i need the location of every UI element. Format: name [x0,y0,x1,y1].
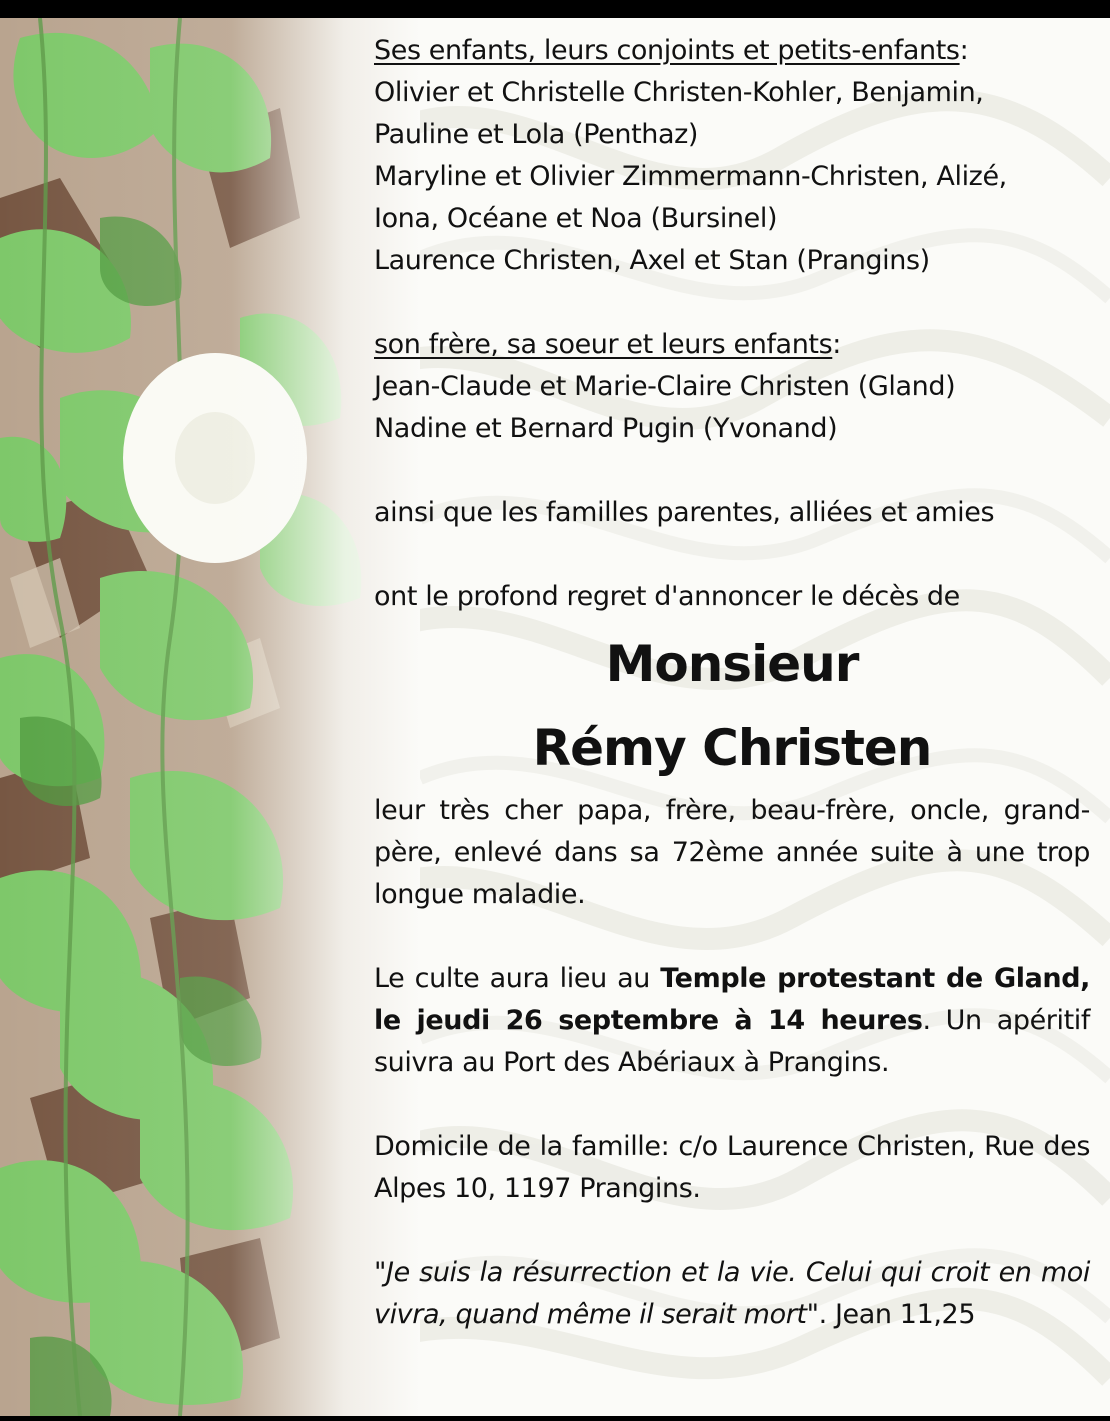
deceased-title: Monsieur [605,635,859,693]
quote-reference: . Jean 11,25 [818,1299,976,1330]
siblings-heading-line: son frère, sa soeur et leurs enfants: [374,329,841,360]
announcement-line: ont le profond regret d'annoncer le décès de [374,581,960,612]
description-paragraph: leur très cher papa, frère, beau-frère, oncle, grand-père, enlevé dans sa 72ème année suite à une trop longue maladie. [374,795,1090,910]
family-heading: Ses enfants, leurs conjoints et petits-enfants [374,35,960,66]
morning-glory-leaves-photo [0,18,420,1416]
siblings-heading: son frère, sa soeur et leurs enfants [374,329,833,360]
bottom-border [0,1416,1110,1421]
sibling-line: Nadine et Bernard Pugin (Yvonand) [374,413,838,444]
child-line: Maryline et Olivier Zimmermann-Christen, Alizé, [374,161,1007,192]
top-border [0,0,1110,18]
bible-quote: "Je suis la résurrection et la vie. Celui qui croit en moi vivra, quand même il serait mort" [374,1257,1090,1330]
service-intro: Le culte aura lieu au [374,963,661,994]
service-rest: . Un apéritif suivra au Port des Abériaux à Prangins. [374,1005,1090,1078]
family-heading-line: Ses enfants, leurs conjoints et petits-enfants: [374,35,969,66]
relatives-line: ainsi que les familles parentes, alliées et amies [374,497,995,528]
child-line: Pauline et Lola (Penthaz) [374,119,699,150]
service-paragraph [374,958,1090,1084]
quote-paragraph [374,1252,1090,1336]
service-place-date: Temple protestant de Gland, le jeudi 26 septembre à 14 heures [374,963,1091,1036]
deceased-name: Rémy Christen [532,719,932,777]
sibling-line: Jean-Claude et Marie-Claire Christen (Gland) [374,371,956,402]
child-line: Olivier et Christelle Christen-Kohler, Benjamin, [374,77,984,108]
obituary-text [374,30,1090,1336]
child-line: Laurence Christen, Axel et Stan (Prangins) [374,245,930,276]
domicile-paragraph: Domicile de la famille: c/o Laurence Christen, Rue des Alpes 10, 1197 Prangins. [374,1131,1090,1204]
child-line: Iona, Océane et Noa (Bursinel) [374,203,778,234]
